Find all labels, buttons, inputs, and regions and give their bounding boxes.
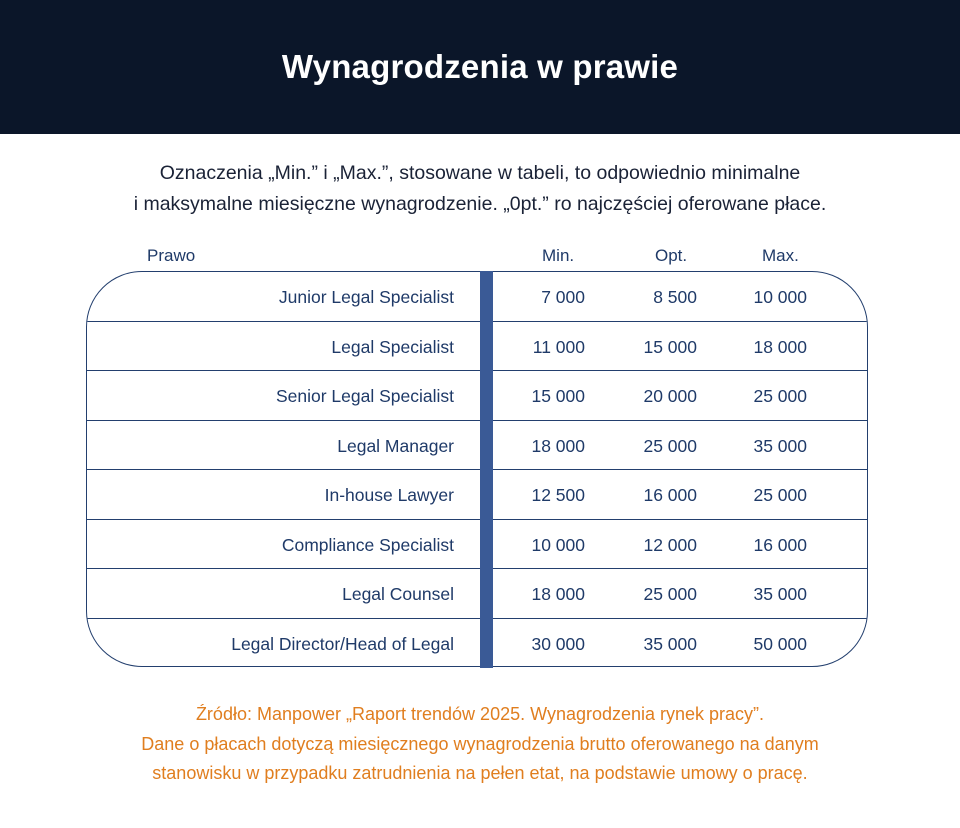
salary-max: 10 000 <box>753 287 807 307</box>
source-line-3: stanowisku w przypadku zatrudnienia na pełen etat, na podstawie umowy o pracę. <box>152 763 808 783</box>
salary-opt: 15 000 <box>643 336 697 357</box>
position-name: Legal Director/Head of Legal <box>231 633 454 654</box>
table-row <box>87 322 867 372</box>
page-title: Wynagrodzenia w prawie <box>281 48 679 85</box>
source-line-1: Źródło: Manpower „Raport trendów 2025. Wynagrodzenia rynek pracy”. <box>195 704 765 724</box>
salary-opt: 16 000 <box>643 485 697 505</box>
table-row <box>87 272 867 322</box>
table-row <box>87 421 867 471</box>
position-name: Junior Legal Specialist <box>278 287 454 307</box>
salary-min: 30 000 <box>531 633 585 654</box>
position-name: Legal Specialist <box>331 336 454 357</box>
table-row <box>87 569 867 619</box>
column-header-category: Prawo <box>147 246 196 265</box>
salary-max: 18 000 <box>753 336 807 357</box>
salary-table <box>86 271 868 667</box>
salary-max: 35 000 <box>753 435 807 456</box>
salary-min: 11 000 <box>532 336 585 357</box>
salary-min: 7 000 <box>541 287 585 307</box>
column-header-min: Min. <box>542 246 575 265</box>
salary-opt: 12 000 <box>643 534 697 555</box>
table-row <box>87 470 867 520</box>
salary-max: 16 000 <box>753 534 807 555</box>
source-line-2: Dane o płacach dotyczą miesięcznego wynagrodzenia brutto oferowanego na danym <box>141 733 819 754</box>
position-name: Legal Counsel <box>342 584 454 604</box>
table-row <box>87 371 867 421</box>
salary-opt: 20 000 <box>643 386 697 406</box>
salary-max: 25 000 <box>753 386 807 406</box>
salary-max: 35 000 <box>753 584 807 604</box>
salary-opt: 25 000 <box>643 435 697 456</box>
salary-opt: 35 000 <box>643 633 697 654</box>
position-name: Compliance Specialist <box>281 534 454 555</box>
table-row <box>87 520 867 570</box>
salary-min: 15 000 <box>531 386 585 406</box>
salary-min: 12 500 <box>531 485 585 505</box>
salary-opt: 25 000 <box>643 584 697 604</box>
salary-max: 25 000 <box>753 485 807 505</box>
header-banner <box>0 0 960 134</box>
source-note <box>0 700 960 789</box>
column-divider <box>480 271 493 668</box>
intro-text <box>0 158 960 220</box>
salary-min: 10 000 <box>531 534 585 555</box>
table-row <box>87 619 867 668</box>
intro-line-1: Oznaczenia „Min.” i „Max.”, stosowane w tabeli, to odpowiednio minimalne <box>159 162 801 184</box>
salary-min: 18 000 <box>531 584 585 604</box>
intro-line-2: i maksymalne miesięczne wynagrodzenie. „0pt.” ro najczęściej oferowane płace. <box>133 193 827 215</box>
column-header-opt: Opt. <box>655 246 688 265</box>
position-name: Senior Legal Specialist <box>275 386 454 406</box>
salary-min: 18 000 <box>531 435 585 456</box>
salary-opt: 8 500 <box>653 287 697 307</box>
position-name: Legal Manager <box>337 435 454 456</box>
salary-max: 50 000 <box>753 633 807 654</box>
column-header-max: Max. <box>762 246 799 265</box>
position-name: In-house Lawyer <box>324 485 454 505</box>
